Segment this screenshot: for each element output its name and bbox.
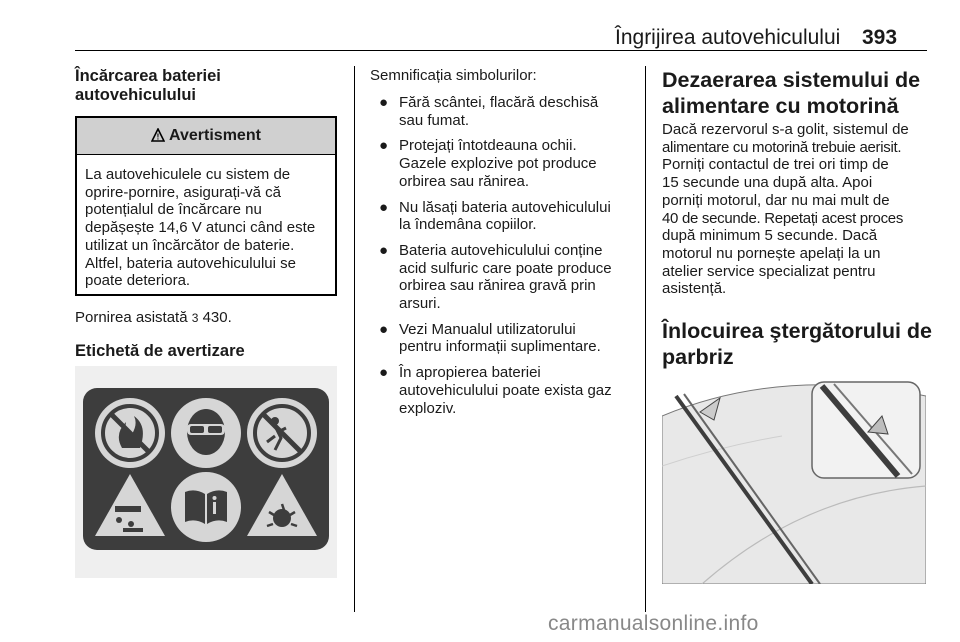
list-item — [370, 94, 635, 129]
list-item-line: sau fumat. — [399, 111, 470, 129]
warning-line: La autovehiculele cu sistem de — [85, 166, 291, 183]
list-item-line: exploziv. — [399, 399, 457, 417]
jump-start-page-link[interactable]: 430. — [202, 309, 232, 326]
list-item — [370, 364, 635, 417]
warning-line: Altfel, bateria autovehiculului se — [85, 254, 296, 272]
bullet-icon: ● — [379, 94, 389, 111]
warning-header — [77, 118, 335, 155]
paragraph-line: Porniți contactul de trei ori timp de — [662, 156, 889, 174]
symbols-intro: Semnificația simbolurilor: — [370, 67, 537, 84]
no-flame-smoking-icon — [95, 398, 165, 468]
paragraph-line: după minimum 5 secunde. Dacă — [662, 227, 878, 245]
list-item-line: autovehiculului poate exista gaz — [399, 381, 612, 399]
paragraph-line: alimentare cu motorină trebuie aerisit. — [662, 138, 902, 156]
list-item-line: Fără scântei, flacără deschisă — [399, 94, 599, 111]
warning-box — [75, 116, 337, 296]
header-divider — [75, 50, 927, 51]
warning-triangle-icon — [151, 128, 165, 145]
manual-book-icon — [171, 472, 241, 542]
bullet-icon: ● — [379, 364, 389, 382]
heading-line: Înlocuirea ştergătorului de — [662, 319, 932, 343]
battery-warning-label-image — [75, 366, 337, 578]
page-number: 393 — [862, 26, 898, 49]
paragraph-line: 40 de secunde. Repetați acest proces — [662, 209, 904, 227]
column-divider-right — [645, 66, 646, 612]
list-item-line: Bateria autovehiculului conține — [399, 241, 603, 259]
list-item-line: Protejați întotdeauna ochii. — [399, 137, 577, 155]
list-item-line: Gazele explozive pot produce — [399, 155, 597, 173]
bullet-icon: ● — [379, 320, 389, 338]
list-item-line: Nu lăsați bateria autovehiculului — [399, 198, 611, 216]
list-item-line: pentru informații suplimentare. — [399, 338, 601, 356]
heading-line: autovehiculului — [75, 86, 197, 104]
list-item — [370, 137, 635, 190]
bullet-icon: ● — [379, 137, 389, 155]
section-heading-diesel-bleeding — [662, 67, 920, 119]
list-item-line: Vezi Manualul utilizatorului — [399, 320, 576, 338]
warning-line: oprire-pornire, asigurați-vă că — [85, 183, 281, 201]
jump-start-reference — [75, 309, 232, 328]
diesel-bleeding-text — [662, 121, 932, 298]
section-heading-battery-charging — [75, 67, 221, 105]
warning-title: Avertisment — [169, 127, 261, 144]
paragraph-line: Dacă rezervorul s-a golit, sistemul de — [662, 121, 909, 138]
list-item-line: acid sulfuric care poate produce — [399, 259, 612, 277]
list-item — [370, 242, 635, 313]
paragraph-line: asistență. — [662, 280, 727, 298]
bullet-icon: ● — [379, 198, 389, 216]
heading-line: alimentare cu motorină — [662, 94, 899, 118]
symbols-list — [370, 94, 635, 425]
heading-line: Dezaerarea sistemului de — [662, 68, 921, 92]
heading-line: parbriz — [662, 345, 734, 369]
warning-line: potențialul de încărcare nu — [85, 201, 262, 219]
eye-protection-icon — [171, 398, 241, 468]
section-heading-wiper-replacement — [662, 318, 932, 370]
warning-line: utilizat un încărcător de baterie. — [85, 236, 295, 254]
paragraph-line: porniți motorul, dar nu mai mult de — [662, 191, 890, 209]
list-item-line: orbirea sau rănirea gravă prin — [399, 277, 596, 295]
keep-away-children-icon — [247, 398, 317, 468]
warning-text — [77, 155, 335, 290]
wiper-replacement-illustration — [662, 376, 926, 584]
column-divider-left — [354, 66, 355, 612]
warning-line: poate deteriora. — [85, 272, 191, 290]
list-item — [370, 321, 635, 356]
paragraph-line: 15 secunde una după alta. Apoi — [662, 174, 873, 192]
svg-text:!: ! — [156, 132, 160, 141]
list-item-line: orbirea sau rănirea. — [399, 172, 530, 190]
list-item-line: la îndemâna copiilor. — [399, 216, 537, 234]
list-item-line: În apropierea bateriei — [399, 364, 541, 382]
running-header-title: Îngrijirea autovehiculului — [615, 26, 841, 49]
page-ref-arrow-icon: 3 — [191, 311, 199, 325]
list-item-line: arsuri. — [399, 295, 441, 313]
watermark: carmanualsonline.info — [548, 612, 759, 635]
jump-start-text: Pornirea asistată — [75, 309, 188, 326]
section-heading-warning-label: Etichetă de avertizare — [75, 342, 245, 360]
paragraph-line: atelier service specializat pentru — [662, 262, 876, 280]
bullet-icon: ● — [379, 241, 389, 259]
paragraph-line: motorul nu pornește apelați la un — [662, 244, 881, 262]
warning-line: depășește 14,6 V atunci când este — [85, 219, 316, 237]
list-item — [370, 199, 635, 234]
heading-line: Încărcarea bateriei — [75, 67, 221, 85]
